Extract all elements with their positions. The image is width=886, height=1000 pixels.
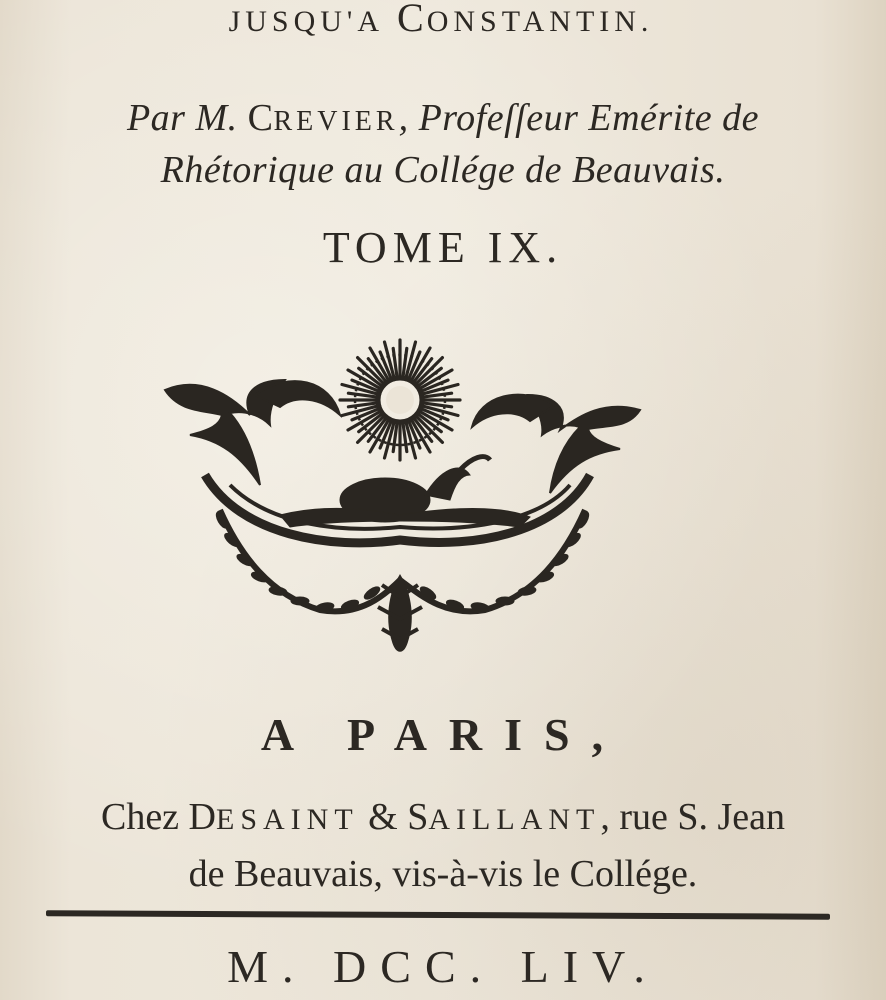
publisher-address: de Beauvais, vis-à-vis le Collége. (188, 853, 698, 895)
printer-ornament (160, 335, 645, 665)
author-name: REVIER (273, 106, 399, 137)
title-word-jusqua: JUSQU'A (228, 5, 384, 38)
publisher-1-name: ESAINT (216, 803, 359, 836)
publisher-2-initial: S (407, 796, 429, 838)
author-name-initial: C (247, 97, 274, 139)
author-line (0, 96, 886, 140)
publisher-ampersand: & (358, 796, 408, 838)
author-prefix: Par M. (126, 97, 248, 139)
publisher-prefix: Chez (100, 796, 189, 838)
title-initial: C (397, 0, 427, 40)
publisher-2-name: AILLANT (428, 803, 601, 836)
volume-number: TOME IX. (322, 223, 564, 272)
title-word-constantin: ONSTANTIN. (426, 5, 654, 38)
title-fragment (0, 0, 884, 41)
publisher-1-initial: D (188, 796, 216, 838)
publisher-street: , rue S. Jean (600, 796, 786, 838)
author-affiliation: Rhétorique au Collége de Beauvais. (160, 149, 726, 191)
publication-date: M. DCC. LIV. (227, 941, 659, 992)
horizontal-rule (46, 910, 830, 919)
imprint-city: A PARIS, (260, 709, 626, 760)
author-title: , Profeſſeur Emérite de (398, 97, 760, 139)
publisher-line (0, 795, 886, 839)
sun-icon (340, 340, 460, 460)
